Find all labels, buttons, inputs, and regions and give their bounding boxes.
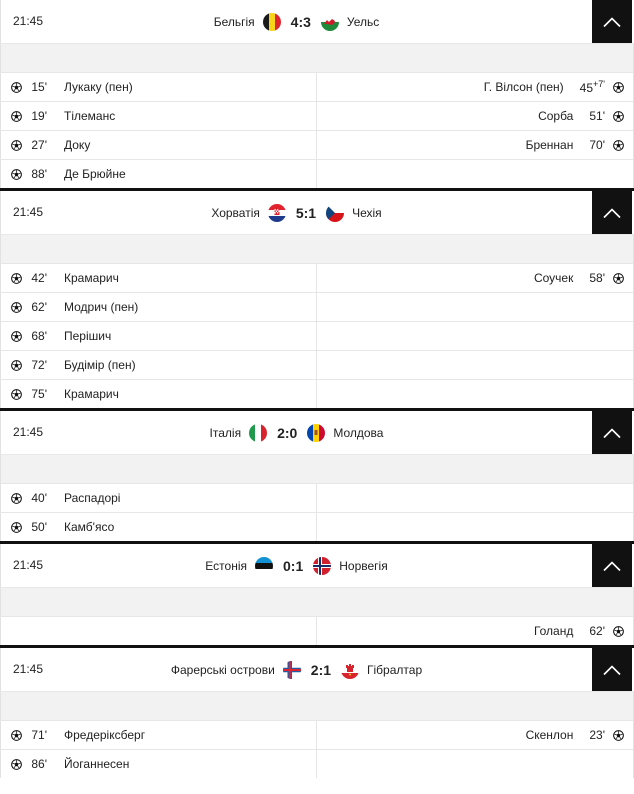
goal-minute: 62'	[31, 300, 47, 314]
collapse-button[interactable]	[592, 648, 632, 691]
match-time: 21:45	[13, 14, 44, 28]
match-details-spacer	[0, 691, 634, 720]
goal-minute: 27'	[31, 138, 47, 152]
goal-row	[0, 512, 634, 541]
match-score: 5:1	[295, 204, 317, 221]
goal-row	[0, 292, 634, 321]
soccer-ball-icon	[613, 140, 624, 151]
soccer-ball-icon	[11, 169, 22, 180]
home-goal-cell	[1, 513, 317, 541]
chevron-up-icon	[602, 560, 622, 572]
match-block	[0, 188, 634, 408]
away-goal-cell	[317, 264, 633, 292]
faroe-flag-icon	[283, 661, 301, 679]
goal-minute: 86'	[31, 757, 47, 771]
away-goal-cell	[317, 322, 633, 350]
match-details-spacer	[0, 587, 634, 616]
away-goal-cell	[317, 73, 633, 101]
soccer-ball-icon	[613, 730, 624, 741]
goal-minute: 58'	[589, 271, 605, 285]
norway-flag-icon	[313, 557, 331, 575]
goal-minute: 51'	[589, 109, 605, 123]
wales-flag-icon	[321, 13, 339, 31]
match-time: 21:45	[13, 662, 44, 676]
match-score: 2:0	[277, 424, 298, 441]
goal-added-time: +7'	[593, 79, 605, 89]
goal-scorer: Будімір (пен)	[64, 358, 136, 372]
match-teams	[1, 411, 592, 454]
goal-scorer: Крамарич	[64, 387, 119, 401]
soccer-ball-icon	[11, 493, 22, 504]
chevron-up-icon	[602, 664, 622, 676]
home-team-name: Естонія	[205, 558, 247, 573]
soccer-ball-icon	[11, 82, 22, 93]
goal-minute: 23'	[589, 728, 605, 742]
away-goal-cell	[317, 484, 633, 512]
away-goal-cell	[317, 380, 633, 408]
soccer-ball-icon	[11, 111, 22, 122]
goal-minute-base: 45	[579, 81, 594, 95]
goal-row	[0, 350, 634, 379]
goal-minute: 19'	[31, 109, 47, 123]
home-team-name: Фарерські острови	[170, 662, 275, 677]
home-goal-cell	[1, 721, 317, 749]
belgium-flag-icon	[263, 13, 281, 31]
home-goal-cell	[1, 617, 317, 645]
italy-flag-icon	[249, 424, 267, 442]
away-team-name: Гібралтар	[367, 662, 423, 677]
match-block	[0, 0, 634, 188]
goal-scorer: Крамарич	[64, 271, 119, 285]
match-time: 21:45	[13, 425, 44, 439]
match-teams	[1, 544, 592, 587]
goal-scorer: Лукаку (пен)	[64, 80, 133, 94]
goal-scorer: Тілеманс	[64, 109, 116, 123]
match-score: 0:1	[283, 557, 304, 574]
soccer-ball-icon	[11, 389, 22, 400]
goal-scorer: Фредеріксберг	[64, 728, 146, 742]
goal-minute	[580, 79, 605, 95]
match-details-spacer	[0, 43, 634, 72]
goal-minute: 72'	[31, 358, 47, 372]
match-block	[0, 645, 634, 778]
goal-scorer: Распадорі	[64, 491, 121, 505]
away-team-name: Норвегія	[339, 558, 388, 573]
away-goal-cell	[317, 513, 633, 541]
home-goal-cell	[1, 322, 317, 350]
goal-row	[0, 159, 634, 188]
moldova-flag-icon	[307, 424, 325, 442]
soccer-ball-icon	[613, 82, 624, 93]
away-goal-cell	[317, 750, 633, 778]
match-header[interactable]	[0, 0, 634, 43]
home-goal-cell	[1, 380, 317, 408]
away-goal-cell	[317, 721, 633, 749]
goal-scorer: Голанд	[533, 624, 574, 638]
away-goal-cell	[317, 131, 633, 159]
goal-scorer: Скенлон	[525, 728, 574, 742]
chevron-up-icon	[602, 207, 622, 219]
chevron-up-icon	[602, 16, 622, 28]
goal-row	[0, 101, 634, 130]
goal-scorer: Модрич (пен)	[64, 300, 139, 314]
collapse-button[interactable]	[592, 0, 632, 43]
soccer-ball-icon	[11, 140, 22, 151]
collapse-button[interactable]	[592, 544, 632, 587]
goal-minute: 88'	[31, 167, 47, 181]
away-goal-cell	[317, 617, 633, 645]
match-header[interactable]	[0, 648, 634, 691]
home-goal-cell	[1, 160, 317, 188]
goal-minute: 62'	[589, 624, 605, 638]
goal-minute: 42'	[31, 271, 47, 285]
match-details-spacer	[0, 454, 634, 483]
home-team-name: Італія	[209, 425, 242, 440]
match-teams	[1, 191, 592, 234]
goal-row	[0, 72, 634, 101]
home-team-name: Хорватія	[211, 205, 260, 220]
match-teams	[1, 0, 592, 43]
match-header[interactable]	[0, 191, 634, 234]
soccer-ball-icon	[11, 522, 22, 533]
soccer-ball-icon	[11, 273, 22, 284]
home-goal-cell	[1, 484, 317, 512]
goal-row	[0, 749, 634, 778]
soccer-ball-icon	[11, 302, 22, 313]
match-time: 21:45	[13, 558, 44, 572]
match-score: 2:1	[310, 661, 332, 678]
soccer-ball-icon	[11, 360, 22, 371]
czechia-flag-icon	[326, 204, 344, 222]
soccer-ball-icon	[11, 730, 22, 741]
away-goal-cell	[317, 102, 633, 130]
goal-row	[0, 483, 634, 512]
home-goal-cell	[1, 293, 317, 321]
home-goal-cell	[1, 73, 317, 101]
match-block	[0, 408, 634, 541]
chevron-up-icon	[602, 427, 622, 439]
home-goal-cell	[1, 750, 317, 778]
away-team-name: Чехія	[352, 205, 382, 220]
match-time: 21:45	[13, 205, 44, 219]
goal-scorer: Доку	[64, 138, 91, 152]
home-goal-cell	[1, 351, 317, 379]
goal-row	[0, 616, 634, 645]
soccer-ball-icon	[613, 626, 624, 637]
match-header[interactable]	[0, 544, 634, 587]
goal-row	[0, 130, 634, 159]
collapse-button[interactable]	[592, 411, 632, 454]
away-team-name: Уельс	[346, 14, 380, 29]
goal-minute: 15'	[31, 80, 47, 94]
soccer-ball-icon	[613, 273, 624, 284]
match-block	[0, 541, 634, 645]
goal-scorer: Бреннан	[525, 138, 574, 152]
soccer-ball-icon	[11, 331, 22, 342]
goal-minute: 70'	[589, 138, 605, 152]
gibraltar-flag-icon	[341, 661, 359, 679]
goal-minute: 50'	[31, 520, 47, 534]
goal-scorer: Сорба	[538, 109, 574, 123]
away-goal-cell	[317, 351, 633, 379]
goal-scorer: Де Брюйне	[64, 167, 126, 181]
goal-scorer: Г. Вілсон (пен)	[483, 80, 564, 94]
goal-scorer: Перішич	[64, 329, 112, 343]
goal-row	[0, 321, 634, 350]
match-teams	[1, 648, 592, 691]
goal-minute: 75'	[31, 387, 47, 401]
away-goal-cell	[317, 160, 633, 188]
goal-minute: 68'	[31, 329, 47, 343]
goal-minute: 71'	[31, 728, 47, 742]
croatia-flag-icon	[268, 204, 286, 222]
match-score: 4:3	[290, 13, 311, 30]
home-goal-cell	[1, 131, 317, 159]
soccer-ball-icon	[11, 759, 22, 770]
soccer-ball-icon	[613, 111, 624, 122]
estonia-flag-icon	[255, 557, 273, 575]
away-team-name: Молдова	[333, 425, 384, 440]
collapse-button[interactable]	[592, 191, 632, 234]
goal-minute: 40'	[31, 491, 47, 505]
away-goal-cell	[317, 293, 633, 321]
goal-row	[0, 720, 634, 749]
home-goal-cell	[1, 102, 317, 130]
home-team-name: Бельгія	[213, 14, 255, 29]
match-details-spacer	[0, 234, 634, 263]
home-goal-cell	[1, 264, 317, 292]
goal-row	[0, 379, 634, 408]
goal-scorer: Камб'ясо	[64, 520, 115, 534]
goal-scorer: Соучек	[533, 271, 574, 285]
goal-scorer: Йоганнесен	[64, 757, 130, 771]
match-header[interactable]	[0, 411, 634, 454]
goal-row	[0, 263, 634, 292]
